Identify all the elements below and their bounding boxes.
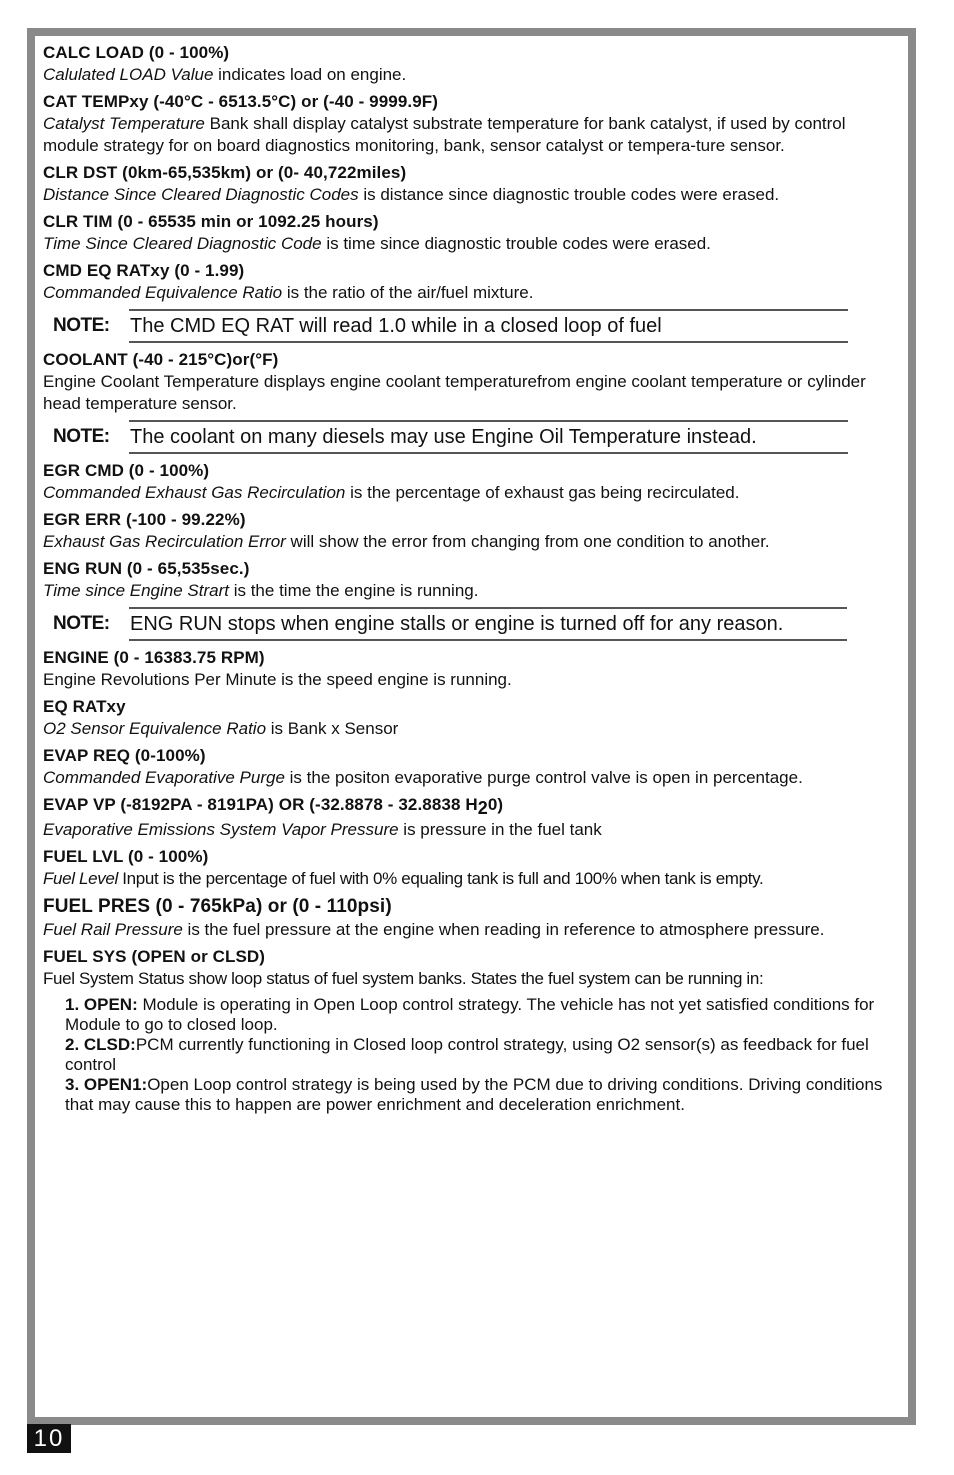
entry-description: Calulated LOAD Value indicates load on engine. [43,65,407,84]
entry-evap-req [43,745,898,789]
page-number: 10 [27,1424,71,1453]
fuel-sys-states-list [65,995,898,1115]
entry-eq-rat [43,696,898,740]
entry-title: EVAP REQ (0-100%) [43,746,206,765]
entry-title: ENGINE (0 - 16383.75 RPM) [43,648,265,667]
note-eng-run [53,607,898,641]
entry-title: FUEL SYS (OPEN or CLSD) [43,947,266,966]
entry-cat-temp [43,91,898,157]
entry-title: CMD EQ RATxy (0 - 1.99) [43,261,245,280]
entry-title: EGR CMD (0 - 100%) [43,461,210,480]
entry-description: Engine Revolutions Per Minute is the speed engine is running. [43,670,512,689]
entry-cmd-eq-rat [43,260,898,304]
entry-fuel-lvl [43,846,898,890]
entry-description: Time since Engine Strart is the time the engine is running. [43,581,479,600]
entry-fuel-pres [43,895,898,941]
entry-description: Commanded Equivalence Ratio is the ratio of the air/fuel mixture. [43,283,534,302]
entry-title: EQ RATxy [43,697,126,716]
entry-clr-tim [43,211,898,255]
page-frame [27,28,916,1425]
entry-coolant [43,349,898,415]
note-label: NOTE: [53,315,110,336]
entry-description: Evaporative Emissions System Vapor Pressure is pressure in the fuel tank [43,820,602,839]
note-label: NOTE: [53,426,110,447]
entry-calc-load [43,42,898,86]
list-item: 2. CLSD:PCM currently functioning in Closed loop control strategy, using O2 sensor(s) as feedback for fuel control [65,1035,869,1074]
entry-title: EVAP VP (-8192PA - 8191PA) OR (-32.8878 - 32.8838 $H_20$) [43,795,504,818]
entry-description: O2 Sensor Equivalence Ratio is Bank x Sensor [43,719,399,738]
entry-eng-run [43,558,898,602]
entry-fuel-sys [43,946,898,1115]
note-label: NOTE: [53,613,110,634]
list-item: 3. OPEN1:Open Loop control strategy is being used by the PCM due to driving conditions. Driving conditions that may cause this to happen are power enrichment and deceleration enrichment. [65,1075,883,1114]
note-cmd-eq-rat [53,309,898,343]
entry-description: Catalyst Temperature Bank shall display catalyst substrate temperature for bank catalyst, if used by control module strategy for on board diagnostics monitoring, bank, sensor catalyst or tempera-ture sensor. [43,114,846,155]
entry-title: ENG RUN (0 - 65,535sec.) [43,559,250,578]
entry-description: Distance Since Cleared Diagnostic Codes is distance since diagnostic trouble codes were erased. [43,185,780,204]
entry-title: CLR TIM (0 - 65535 min or 1092.25 hours) [43,212,379,231]
entry-description: Fuel Level Input is the percentage of fuel with 0% equaling tank is full and 100% when tank is empty. [43,869,764,888]
entry-egr-err [43,509,898,553]
entry-description: Fuel System Status show loop status of fuel system banks. States the fuel system can be running in: [43,969,764,988]
note-text: The CMD EQ RAT will read 1.0 while in a closed loop of fuel [129,309,848,343]
entry-description: Fuel Rail Pressure is the fuel pressure at the engine when reading in reference to atmosphere pressure. [43,920,825,939]
entry-description: Engine Coolant Temperature displays engine coolant temperaturefrom engine coolant temperature or cylinder head temperature sensor. [43,372,866,413]
page-content [43,42,898,1115]
note-coolant [53,420,898,454]
list-item: 1. OPEN: Module is operating in Open Loop control strategy. The vehicle has not yet satisfied conditions for Module to go to closed loop. [65,995,875,1034]
entry-title: FUEL LVL (0 - 100%) [43,847,209,866]
entry-egr-cmd [43,460,898,504]
entry-title: CAT TEMPxy (-40°C - 6513.5°C) or (-40 - 9999.9F) [43,92,439,111]
entry-description: Commanded Exhaust Gas Recirculation is the percentage of exhaust gas being recirculated. [43,483,740,502]
note-text: ENG RUN stops when engine stalls or engine is turned off for any reason. [129,607,847,641]
entry-evap-vp [43,794,898,841]
entry-engine [43,647,898,691]
entry-title: CALC LOAD (0 - 100%) [43,43,230,62]
entry-description: Time Since Cleared Diagnostic Code is time since diagnostic trouble codes were erased. [43,234,711,253]
entry-clr-dst [43,162,898,206]
entry-title: CLR DST (0km-65,535km) or (0- 40,722miles) [43,163,407,182]
entry-title: FUEL PRES (0 - 765kPa) or (0 - 110psi) [43,896,392,917]
entry-title: EGR ERR (-100 - 99.22%) [43,510,246,529]
entry-description: Commanded Evaporative Purge is the positon evaporative purge control valve is open in percentage. [43,768,803,787]
entry-description: Exhaust Gas Recirculation Error will show the error from changing from one condition to another. [43,532,770,551]
entry-title: COOLANT (-40 - 215°C)or(°F) [43,350,279,369]
note-text: The coolant on many diesels may use Engine Oil Temperature instead. [129,420,848,454]
